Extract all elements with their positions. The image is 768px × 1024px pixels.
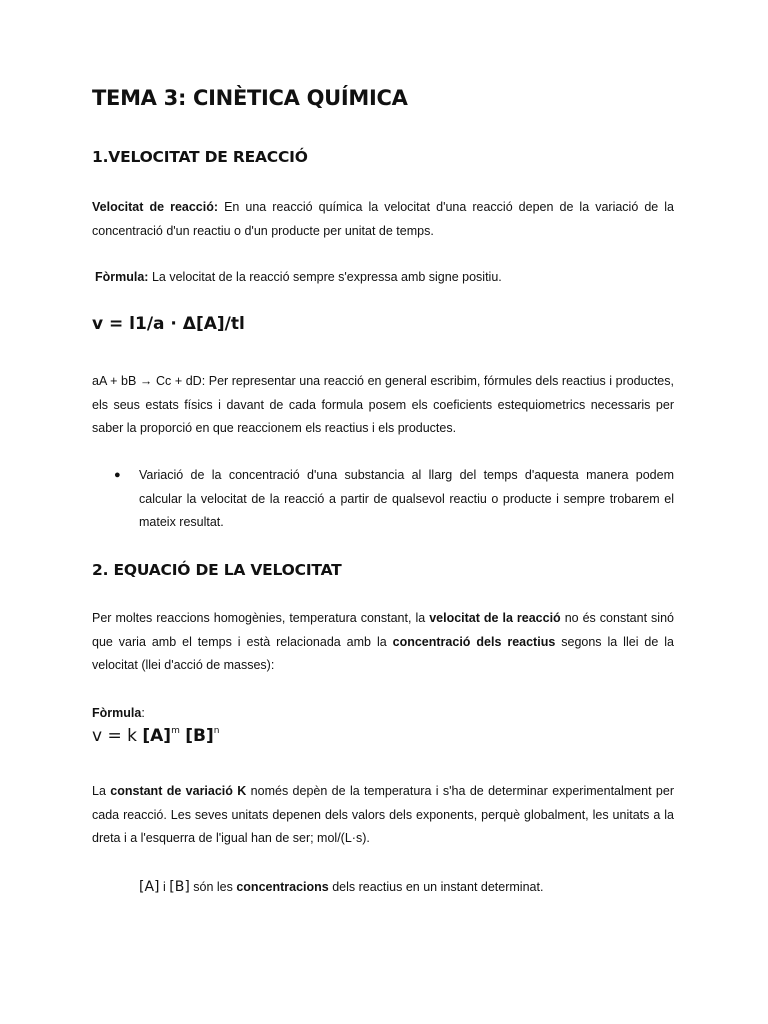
rate-formula: v = l1/a · Δ[A]/tl [92, 314, 245, 334]
concentration-b: [B] [169, 879, 190, 895]
definition-paragraph [92, 196, 674, 243]
concentration-a: [A] [139, 879, 160, 895]
formula-note-paragraph [95, 266, 677, 290]
concentrations-text-2: són les [189, 880, 237, 894]
definition-label: Velocitat de reacció: [92, 200, 219, 214]
rate-law-exponent-n: n [213, 726, 220, 736]
bullet-icon: ● [114, 469, 121, 481]
general-reaction-paragraph [92, 370, 674, 441]
section-heading-velocitat: 1.VELOCITAT DE REACCIÓ [92, 148, 308, 166]
definition-text: En una reacció química la velocitat d'una reacció depen de la variació de la concentració d'un reactiu o d'un producte per unitat de temps. [92, 200, 674, 238]
constant-emphasis: constant de variació K [110, 784, 247, 798]
rate-law-text-1: Per moltes reaccions homogènies, temperatura constant, la [92, 611, 430, 625]
general-reaction-equation: aA + bB → Cc + dD: [92, 374, 206, 388]
bullet-item: Variació de la concentració d'una substancia al llarg del temps d'aquesta manera podem calcular la velocitat de la reacció a partir de qualsevol reactiu o producte i sempre trobarem el mateix resultat. [139, 468, 674, 529]
constant-text-1: La [92, 784, 111, 798]
rate-law-text-2: no és constant sinó que varia amb el temps i està relacionada amb la [92, 611, 674, 649]
rate-law-formula-v: v = k [92, 726, 143, 746]
rate-law-formula-b: [B] [185, 726, 214, 746]
rate-law-emphasis-2: concentració dels reactius [392, 634, 556, 649]
formula-note-text: La velocitat de la reacció sempre s'expressa amb signe positiu. [148, 270, 502, 284]
formula-label-paragraph [92, 702, 674, 726]
rate-law-emphasis-1: velocitat de la reacció [429, 611, 561, 625]
formula-note-label: Fòrmula: [95, 270, 149, 284]
formula-label: Fòrmula [92, 706, 142, 720]
concentrations-text-1: i [159, 880, 170, 894]
rate-law-text-3: segons la llei de la velocitat (llei d'acció de masses): [92, 634, 675, 672]
formula-label-colon: : [141, 706, 145, 720]
document-title: TEMA 3: CINÈTICA QUÍMICA [92, 86, 408, 110]
rate-law-exponent-m: m [171, 726, 180, 736]
concentrations-text-3: dels reactius en un instant determinat. [328, 880, 544, 894]
rate-law-formula-a: [A] [142, 726, 172, 746]
rate-law-paragraph [92, 607, 674, 678]
concentrations-paragraph [139, 876, 674, 900]
general-reaction-text: Per representar una reacció en general escribim, fórmules dels reactius i productes, els seus estats físics i davant de cada formula posem els coeficients estequiometrics necessaris per saber la proporció en que reaccionem els reactius i els productes. [92, 374, 674, 435]
constant-paragraph [92, 780, 674, 851]
constant-text-2: només depèn de la temperatura i s'ha de determinar experimentalment per cada reacció. Les seves unitats depenen dels valors dels exponents, perquè globalment, les unitats a la dreta i a l'esquerra de l'igual han de ser; mol/(L·s). [92, 784, 674, 845]
rate-law-formula [92, 726, 674, 746]
section-heading-equacio: 2. EQUACIÓ DE LA VELOCITAT [92, 561, 342, 579]
concentrations-emphasis: concentracions [236, 880, 329, 894]
